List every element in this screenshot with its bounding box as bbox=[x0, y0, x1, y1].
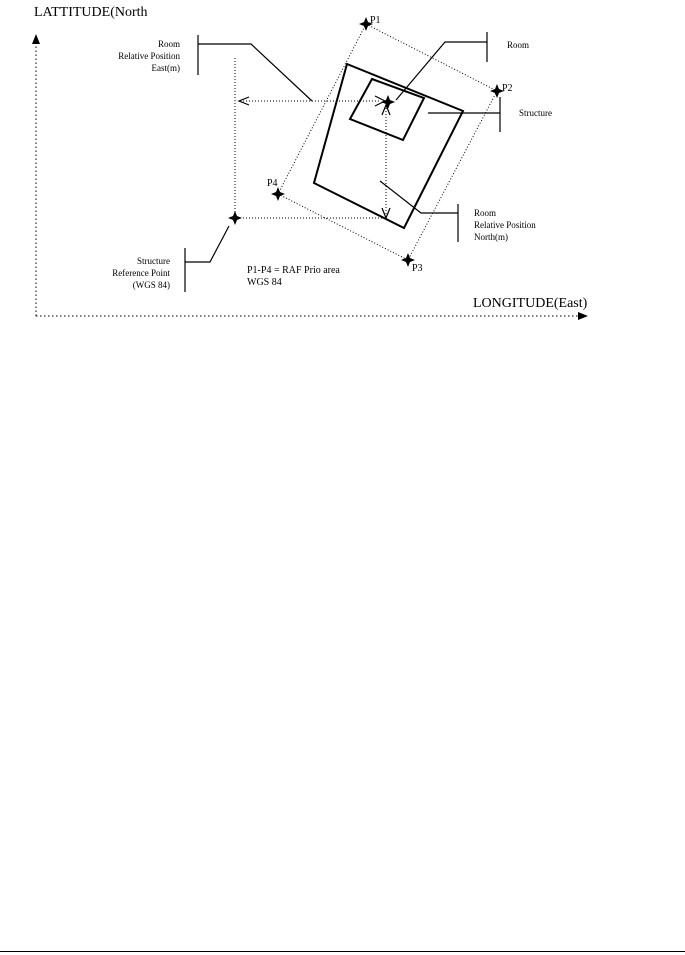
room-east-label-line2: Relative Position bbox=[118, 51, 180, 61]
raf-prio-area bbox=[278, 24, 497, 260]
room-east-callout-leader bbox=[198, 44, 312, 101]
raf-prio-area-outline bbox=[278, 24, 497, 260]
room-east-label-line3: East(m) bbox=[151, 63, 180, 73]
room-north-label-line3: North(m) bbox=[474, 232, 508, 242]
p1-label: P1 bbox=[370, 15, 381, 26]
room-point-marker bbox=[381, 95, 395, 109]
room-north-label-line2: Relative Position bbox=[474, 220, 536, 230]
room-label: Room bbox=[507, 40, 530, 50]
callouts bbox=[185, 32, 500, 292]
reference-label-line1: Structure bbox=[137, 256, 170, 266]
room-outline bbox=[350, 79, 424, 140]
p4-label: P4 bbox=[267, 178, 278, 189]
room-east-label-line1: Room bbox=[157, 39, 180, 49]
room-callout-leader bbox=[396, 42, 487, 100]
reference-point-marker bbox=[228, 211, 242, 225]
p2-label: P2 bbox=[502, 83, 513, 94]
longitude-axis-arrow bbox=[578, 312, 588, 320]
structure-label: Structure bbox=[519, 108, 552, 118]
text-labels bbox=[112, 39, 552, 290]
structure-outline bbox=[314, 64, 463, 228]
room-north-label-line1: Room bbox=[474, 208, 497, 218]
reference-callout-leader bbox=[185, 226, 229, 262]
prio-area-note-line1: P1-P4 = RAF Prio area bbox=[247, 265, 340, 276]
structure bbox=[314, 64, 463, 228]
footer-rule bbox=[0, 951, 685, 952]
p3-label: P3 bbox=[412, 263, 423, 274]
latitude-axis-arrow bbox=[32, 34, 40, 44]
markers bbox=[228, 17, 504, 267]
p4-marker bbox=[271, 187, 285, 201]
longitude-axis-label: LONGITUDE(East) bbox=[473, 296, 588, 311]
reference-label-line3: (WGS 84) bbox=[132, 280, 170, 290]
relative-position-arrows bbox=[235, 58, 390, 218]
reference-label-line2: Reference Point bbox=[112, 268, 170, 278]
latitude-axis-label: LATTITUDE(North bbox=[34, 5, 148, 20]
prio-area-note-line2: WGS 84 bbox=[247, 277, 282, 288]
